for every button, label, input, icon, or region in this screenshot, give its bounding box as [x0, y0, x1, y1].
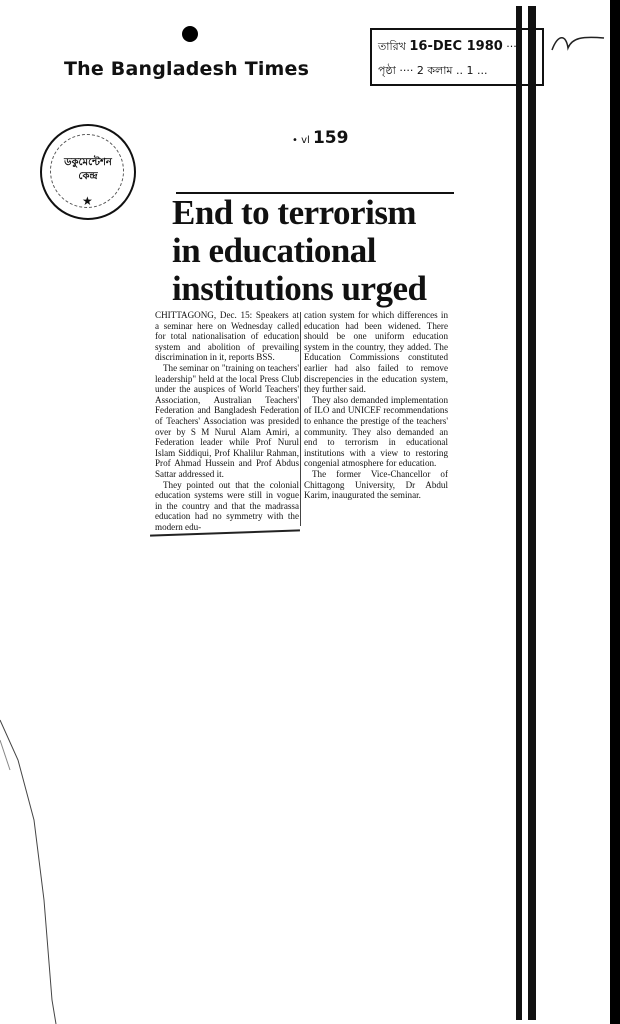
paragraph: The seminar on "training on teachers' leadership" held at the local Press Club under the auspices of World Teachers' Association, Australian Teachers' Federation and Bangladesh Federation of Teachers' Association was presided over by S M Nurul Alam Amiri, a Federation leader while Prof Nurul Islam Siddiqui, Prof Khalilur Rahman, Prof Ahmad Hussein and Prof Abdus Sattar addressed it.: [155, 362, 299, 479]
headline-line-3: institutions urged: [172, 269, 427, 308]
article-column-1: [155, 310, 299, 532]
scan-edge: [610, 0, 620, 1024]
corner-scribble: [548, 30, 608, 60]
stamp-date-value: 16-DEC 1980: [409, 39, 503, 54]
date-stamp: তারিখ 16-DEC 1980 ··· পৃষ্ঠা ···· 2 কলাম .. 1 ...: [370, 28, 544, 86]
page-number: • vl 159: [292, 128, 349, 148]
headline-line-2: in educational: [172, 231, 377, 270]
paragraph: CHITTAGONG, Dec. 15: Speakers at a seminar here on Wednesday called for total nationalisation of education system and abolition of prevailing discrimination in it, reports BSS.: [155, 310, 299, 363]
paragraph: cation system for which differences in education had been widened. There should be one uniform education system in the country, they added. The Education Commissions constituted earlier had also failed to remove discrepencies in the education system, they further said.: [304, 310, 448, 395]
paragraph: They also demanded implementation of ILO and UNICEF recommendations to enhance the prestige of the teachers' community. They also demanded an end to terrorism in educational institutions with a view to restoring congenial atmosphere for education.: [304, 394, 448, 469]
stamp-column-value: 1: [466, 64, 474, 77]
article-headline: [172, 194, 462, 308]
paragraph: The former Vice-Chancellor of Chittagong University, Dr Abdul Karim, inaugurated the seminar.: [304, 468, 448, 501]
stamp-page-value: 2: [416, 64, 424, 77]
stamp-date-label: তারিখ: [378, 40, 406, 53]
documentation-center-seal: [40, 124, 136, 220]
binding-bar-gap: [522, 6, 528, 1020]
paragraph: They pointed out that the colonial education systems were still in vogue in the country and that the madrassa education had no symmetry with the modern edu-: [155, 479, 299, 532]
headline-line-1: End to terrorism: [172, 193, 417, 232]
newspaper-masthead: The Bangladesh Times: [64, 58, 310, 80]
stamp-page-label: পৃষ্ঠা: [378, 64, 396, 77]
star-icon: ★: [82, 194, 93, 208]
stamp-column-label: কলাম: [427, 64, 453, 77]
column-divider: [300, 312, 301, 526]
seal-text-line-2: কেন্দ্র: [78, 171, 98, 182]
article-column-2: [304, 310, 448, 501]
seal-text-line-1: ডকুমেন্টেশন: [64, 157, 112, 168]
